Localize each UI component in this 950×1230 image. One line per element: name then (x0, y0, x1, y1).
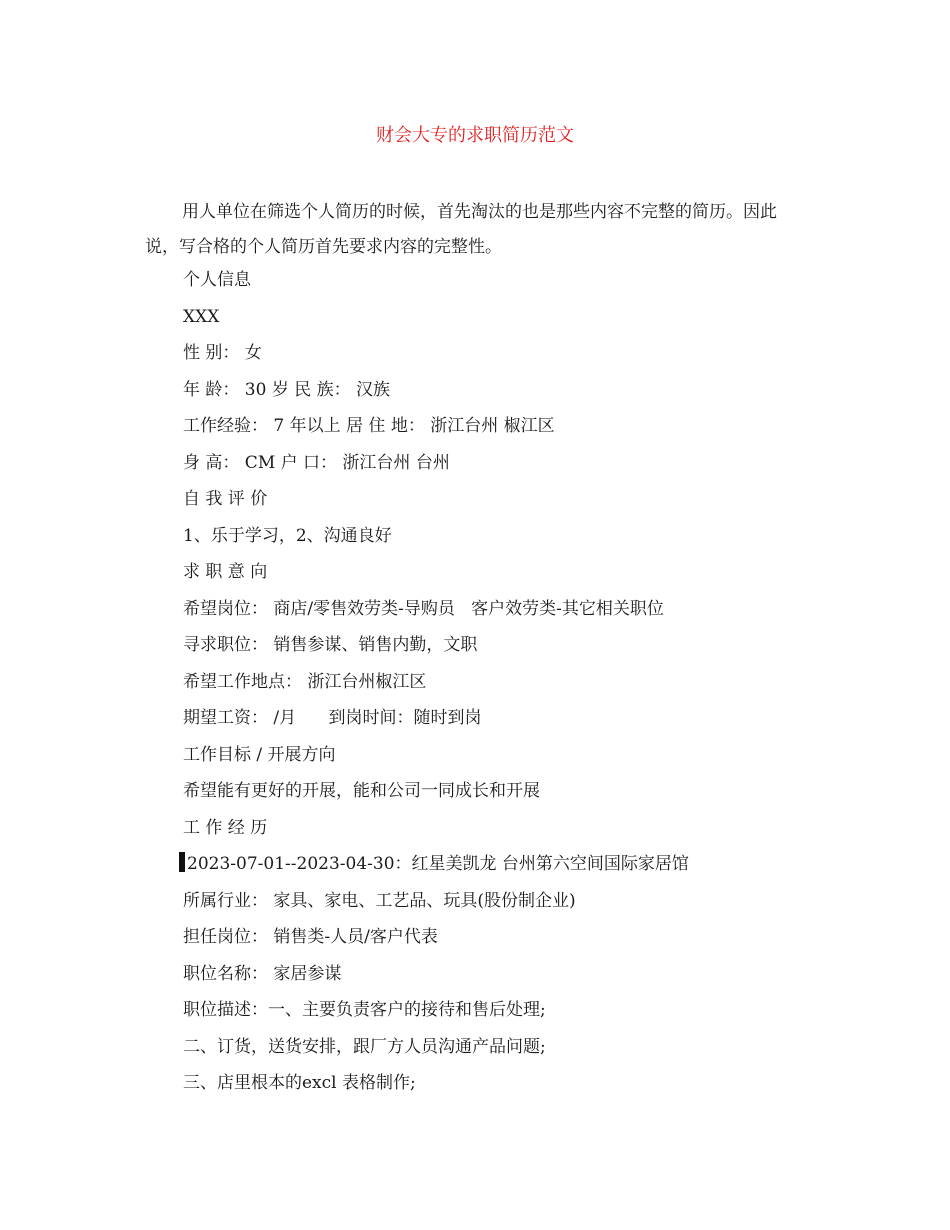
industry-line: 所属行业： 家具、家电、工艺品、玩具(股份制企业) (183, 890, 576, 911)
bullet-bar-icon (179, 852, 185, 872)
job-description-line-3: 三、店里根本的excl 表格制作; (183, 1073, 416, 1093)
section-heading-job-intention: 求 职 意 向 (183, 562, 268, 582)
self-evaluation-line: 1、乐于学习，2、沟通良好 (183, 525, 392, 546)
resume-body (183, 262, 823, 1102)
section-heading-self-evaluation: 自 我 评 价 (183, 489, 268, 509)
salary-start-line: 期望工资： /月 到岗时间：随时到岗 (183, 708, 482, 728)
height-hukou-line: 身 高： CM 户 口： 浙江台州 台州 (183, 452, 450, 473)
desired-location-line: 希望工作地点： 浙江台州椒江区 (183, 671, 427, 692)
name-line: XXX (183, 306, 220, 327)
goal-line: 希望能有更好的开展，能和公司一同成长和开展 (183, 781, 540, 801)
section-heading-goal: 工作目标 / 开展方向 (183, 744, 336, 765)
job-description-line-1: 职位描述：一、主要负责客户的接待和售后处理; (183, 1000, 546, 1020)
sought-position-line: 寻求职位： 销售参谋、销售内勤，文职 (183, 635, 478, 655)
intro-paragraph: 用人单位在筛选个人简历的时候，首先淘汰的也是那些内容不完整的简历。因此说，写合格的个人简历首先要求内容的完整性。 (145, 202, 777, 257)
work-period-line (179, 846, 823, 883)
section-heading-personal-info: 个人信息 (183, 270, 251, 290)
document-title: 财会大专的求职简历范文 (376, 125, 574, 146)
role-line: 担任岗位： 销售类-人员/客户代表 (183, 927, 438, 947)
work-period-text: 2023-07-01--2023-04-30：红星美凯龙 台州第六空间国际家居馆 (187, 854, 689, 874)
desired-position-line: 希望岗位： 商店/零售效劳类-导购员 客户效劳类-其它相关职位 (183, 598, 664, 619)
gender-line: 性 别： 女 (183, 343, 262, 363)
job-title-line: 职位名称： 家居参谋 (183, 963, 342, 984)
section-heading-work-history: 工 作 经 历 (183, 817, 268, 838)
experience-residence-line: 工作经验： 7 年以上 居 住 地： 浙江台州 椒江区 (183, 416, 555, 436)
age-ethnicity-line: 年 龄： 30 岁 民 族： 汉族 (183, 379, 391, 400)
job-description-line-2: 二、订货，送货安排，跟厂方人员沟通产品问题; (183, 1036, 546, 1057)
